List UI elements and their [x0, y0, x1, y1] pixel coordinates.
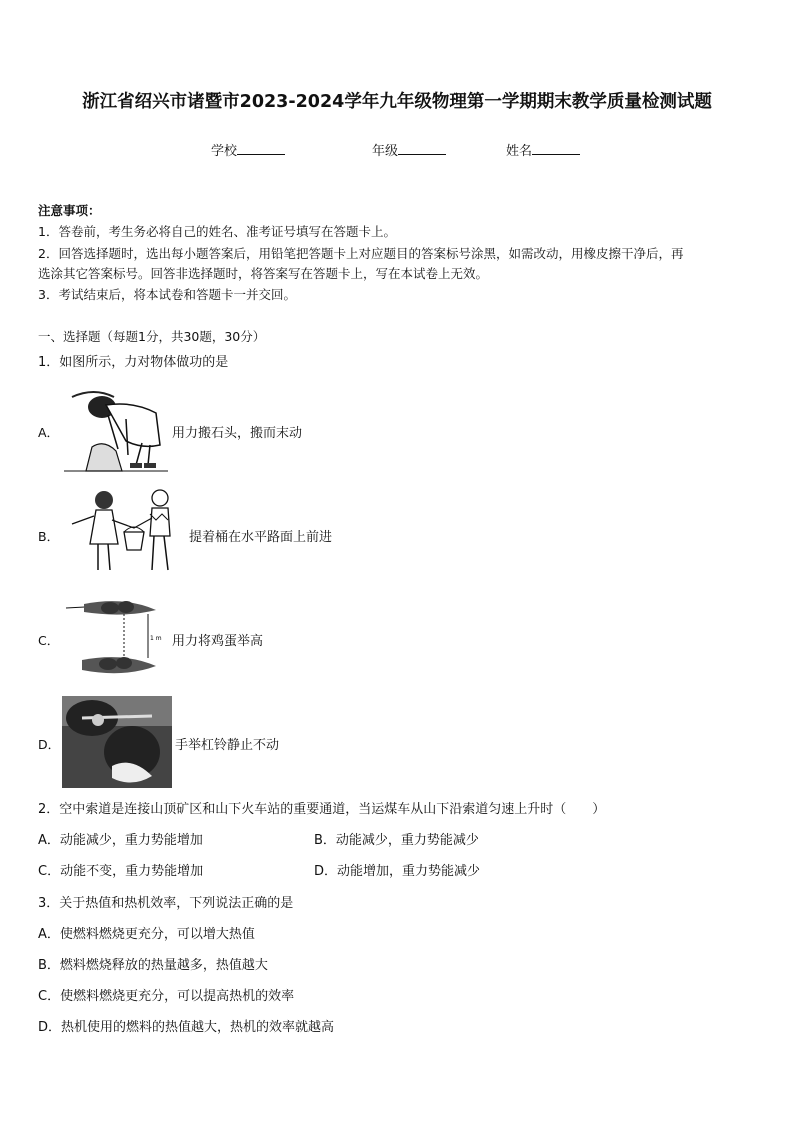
q2-option-a[interactable]	[38, 833, 203, 849]
q3-option-b-label: B．	[38, 958, 60, 973]
children-carrying-bucket-figure	[64, 484, 188, 582]
question-3-stem: 3．关于热值和热机效率，下列说法正确的是	[38, 896, 294, 911]
q1-option-b-text: 提着桶在水平路面上前进	[189, 530, 333, 545]
figure-c-measure-label: 1 m	[150, 635, 162, 642]
name-blank[interactable]	[532, 142, 580, 155]
grade-blank[interactable]	[398, 142, 446, 155]
school-blank[interactable]	[237, 142, 285, 155]
q1-option-a-label[interactable]: A．	[38, 425, 60, 440]
q2-option-c[interactable]	[38, 864, 203, 880]
question-2-stem: 2．空中索道是连接山顶矿区和山下火车站的重要通道，当运煤车从山下沿索道匀速上升时（ ）	[38, 802, 606, 817]
page-title: 浙江省绍兴市诸暨市2023-2024学年九年级物理第一学期期末教学质量检测试题	[82, 92, 712, 112]
q3-option-a-text: 使燃料燃烧更充分，可以增大热值	[59, 927, 255, 942]
q3-option-d-text: 热机使用的燃料的热值越大，热机的效率就越高	[61, 1020, 335, 1035]
q1-option-b-label[interactable]: B．	[38, 529, 60, 544]
q2-option-b-label: B．	[314, 833, 336, 848]
name-field[interactable]	[506, 140, 580, 159]
q3-option-c-text: 使燃料燃烧更充分，可以提高热机的效率	[60, 989, 295, 1004]
question-1-stem: 1．如图所示，力对物体做功的是	[38, 355, 229, 370]
q3-option-d[interactable]	[38, 1020, 334, 1036]
section-heading: 一、选择题（每题1分，共30题，30分）	[38, 329, 266, 344]
q2-option-c-text: 动能不变，重力势能增加	[60, 864, 204, 879]
q2-option-a-label: A．	[38, 833, 60, 848]
q2-option-d-text: 动能增加，重力势能减少	[337, 864, 481, 879]
q1-option-d-text: 手举杠铃静止不动	[175, 738, 280, 753]
barbell-held-photo	[62, 696, 172, 788]
notice-heading: 注意事项：	[38, 203, 101, 218]
q3-option-a[interactable]	[38, 927, 255, 943]
q2-option-b-text: 动能减少，重力势能减少	[335, 833, 479, 848]
eggs-lifted-figure	[64, 596, 170, 680]
q2-option-b[interactable]	[314, 833, 479, 849]
q1-option-c-label[interactable]: C．	[38, 633, 60, 648]
q3-option-c-label: C．	[38, 989, 61, 1004]
q2-option-c-label: C．	[38, 864, 61, 879]
grade-field[interactable]	[372, 140, 446, 159]
school-field[interactable]	[211, 140, 285, 159]
grade-label: 年级	[372, 144, 399, 159]
q3-option-d-label: D．	[38, 1020, 62, 1035]
name-label: 姓名	[506, 144, 533, 159]
girl-lifting-stone-figure	[64, 385, 170, 473]
notice-item-1: 1．答卷前，考生务必将自己的姓名、准考证号填写在答题卡上。	[38, 224, 396, 239]
q1-option-c-text: 用力将鸡蛋举高	[172, 634, 264, 649]
q2-option-d-label: D．	[314, 864, 338, 879]
q3-option-b-text: 燃料燃烧释放的热量越多，热值越大	[59, 958, 268, 973]
notice-item-2: 2．回答选择题时，选出每小题答案后，用铅笔把答题卡上对应题目的答案标号涂黑，如需改动，用橡皮擦干净后，再	[38, 246, 684, 261]
notice-item-3: 3．考试结束后，将本试卷和答题卡一并交回。	[38, 287, 296, 302]
q3-option-b[interactable]	[38, 958, 268, 974]
notice-item-2-cont: 选涂其它答案标号。回答非选择题时，将答案写在答题卡上，写在本试卷上无效。	[38, 266, 489, 281]
q3-option-c[interactable]	[38, 989, 294, 1005]
school-label: 学校	[211, 144, 238, 159]
q2-option-a-text: 动能减少，重力势能增加	[59, 833, 203, 848]
q1-option-a-text: 用力搬石头，搬而末动	[172, 426, 303, 441]
q2-option-d[interactable]	[314, 864, 480, 880]
q1-option-d-label[interactable]: D．	[38, 737, 61, 752]
q3-option-a-label: A．	[38, 927, 60, 942]
